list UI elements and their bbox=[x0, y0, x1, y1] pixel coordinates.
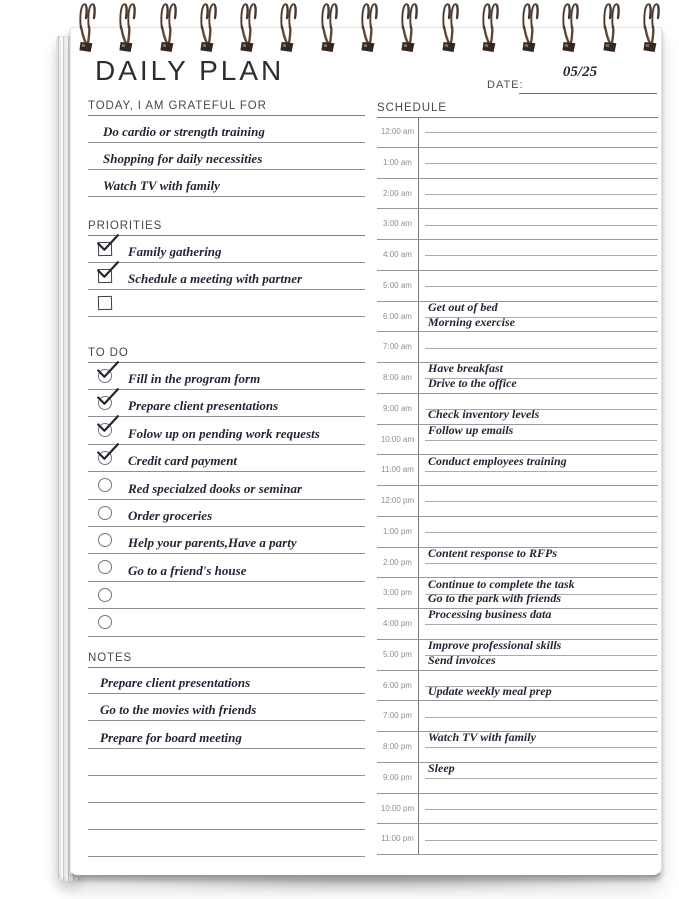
todo-item bbox=[88, 445, 365, 472]
item-text: Fill in the program form bbox=[128, 370, 261, 386]
section-header-grateful: TODAY, I AM GRATEFUL FOR bbox=[88, 100, 365, 116]
schedule-entry-top: Improve professional skills bbox=[428, 638, 562, 653]
section-header-priorities: PRIORITIES bbox=[88, 220, 365, 236]
schedule-mid-line bbox=[425, 532, 657, 533]
todo-item bbox=[88, 554, 365, 581]
schedule-mid-line bbox=[425, 225, 657, 226]
note-item bbox=[88, 803, 365, 830]
schedule-row bbox=[377, 545, 658, 579]
todo-item bbox=[88, 417, 365, 444]
todo-circle bbox=[98, 588, 112, 602]
item-text: Do cardio or strength training bbox=[103, 124, 265, 139]
schedule-entry-top: Follow up emails bbox=[428, 422, 514, 437]
schedule-row bbox=[377, 486, 658, 517]
todo-item bbox=[88, 363, 365, 390]
schedule-mid-line bbox=[425, 624, 657, 625]
schedule-row bbox=[377, 824, 658, 855]
date-label: DATE: bbox=[487, 79, 524, 91]
schedule-time-label: 12:00 pm bbox=[380, 496, 415, 505]
schedule-mid-line bbox=[425, 778, 657, 779]
schedule-entry-top: Have breakfast bbox=[428, 361, 503, 376]
schedule-time-label: 9:00 pm bbox=[383, 772, 412, 782]
schedule-time-label: 8:00 pm bbox=[383, 742, 412, 751]
schedule-time-label: 6:00 am bbox=[383, 311, 412, 321]
spiral-coil-icon bbox=[318, 1, 342, 55]
todo-item bbox=[88, 500, 365, 527]
schedule-mid-line bbox=[425, 717, 657, 718]
schedule-mid-line bbox=[425, 809, 657, 810]
schedule-mid-line bbox=[425, 255, 657, 256]
todo-circle bbox=[98, 560, 112, 574]
schedule-entry-bottom: Drive to the office bbox=[428, 376, 517, 391]
note-item bbox=[88, 749, 365, 776]
todo-item bbox=[88, 390, 365, 417]
grateful-item bbox=[88, 116, 365, 143]
priority-item bbox=[88, 290, 365, 317]
schedule-time-label: 5:00 am bbox=[383, 280, 412, 290]
todo-circle bbox=[98, 478, 112, 492]
item-text: Prepare client presentations bbox=[100, 675, 251, 691]
note-item bbox=[88, 694, 365, 721]
schedule-entry-bottom: Send invoices bbox=[428, 652, 496, 667]
item-text: Schedule a meeting with partner bbox=[128, 271, 303, 286]
schedule-mid-line bbox=[425, 840, 657, 841]
spiral-coil-icon bbox=[398, 1, 422, 55]
todo-circle bbox=[98, 533, 112, 547]
todo-item bbox=[88, 527, 365, 554]
schedule-mid-line bbox=[425, 563, 657, 564]
schedule-time-label: 7:00 am bbox=[383, 342, 412, 352]
spiral-coil-icon bbox=[519, 1, 543, 55]
schedule-mid-line bbox=[425, 747, 657, 748]
item-text: Red specialzed dooks or seminar bbox=[128, 480, 303, 496]
schedule-row bbox=[377, 271, 658, 302]
schedule-row bbox=[377, 455, 658, 486]
schedule-time-label: 7:00 pm bbox=[383, 711, 412, 721]
schedule-time-label: 8:00 am bbox=[383, 373, 412, 382]
schedule-row bbox=[377, 671, 658, 702]
schedule-mid-line bbox=[425, 286, 657, 287]
priority-item bbox=[88, 236, 365, 263]
todo-circle bbox=[98, 615, 112, 629]
spiral-coil-icon bbox=[277, 1, 301, 55]
todo-item bbox=[88, 472, 365, 499]
schedule-time-label: 9:00 am bbox=[383, 403, 412, 413]
schedule-row bbox=[377, 332, 658, 363]
schedule-entry-top: Watch TV with family bbox=[428, 730, 536, 745]
spiral-coil-icon bbox=[237, 1, 261, 55]
schedule-entry-top: Sleep bbox=[428, 761, 455, 776]
schedule-entry-bottom: Update weekly meal prep bbox=[428, 683, 552, 698]
spiral-coil-icon bbox=[358, 1, 382, 55]
spiral-coil-icon bbox=[640, 1, 664, 55]
note-item bbox=[88, 830, 365, 857]
schedule-time-label: 10:00 am bbox=[380, 434, 415, 444]
schedule-time-label: 5:00 pm bbox=[383, 649, 412, 659]
grateful-item bbox=[88, 170, 365, 197]
schedule-row bbox=[377, 578, 658, 609]
note-item bbox=[88, 667, 365, 694]
schedule-entry-top: Conduct employees training bbox=[428, 453, 567, 468]
grateful-item bbox=[88, 143, 365, 170]
schedule-entry-top: Continue to complete the task bbox=[428, 576, 575, 591]
schedule-row bbox=[377, 363, 658, 394]
item-text: Credit card payment bbox=[128, 453, 238, 469]
schedule-mid-line bbox=[425, 440, 657, 441]
schedule-mid-line bbox=[425, 348, 657, 349]
item-text: Watch TV with family bbox=[103, 178, 220, 193]
page-title: DAILY PLAN bbox=[95, 55, 285, 86]
spiral-coil-icon bbox=[76, 1, 100, 55]
schedule-entry-top: Get out of bed bbox=[428, 299, 498, 314]
schedule-row bbox=[377, 609, 658, 640]
schedule-row bbox=[377, 394, 658, 425]
schedule-row bbox=[377, 640, 658, 671]
spiral-coil-icon bbox=[197, 1, 221, 55]
schedule-entry-bottom: Go to the park with friends bbox=[428, 591, 562, 606]
item-text: Prepare for board meeting bbox=[100, 729, 242, 745]
schedule-time-label: 3:00 pm bbox=[383, 588, 412, 598]
schedule-mid-line bbox=[425, 132, 657, 133]
checkmark-icon bbox=[94, 413, 121, 435]
item-text: Go to a friend's house bbox=[128, 562, 247, 578]
item-text: Folow up on pending work requests bbox=[128, 425, 320, 441]
schedule-row bbox=[377, 299, 658, 333]
todo-circle bbox=[98, 506, 112, 520]
schedule-mid-line bbox=[425, 194, 657, 195]
section-header-schedule: SCHEDULE bbox=[377, 102, 658, 118]
date-rule-line bbox=[519, 93, 657, 94]
todo-item bbox=[88, 582, 365, 609]
schedule-time-label: 2:00 am bbox=[383, 188, 412, 198]
schedule-time-label: 1:00 pm bbox=[383, 526, 412, 536]
checkmark-icon bbox=[94, 232, 121, 254]
spiral-coil-icon bbox=[600, 1, 624, 55]
spiral-coil-icon bbox=[157, 1, 181, 55]
schedule-time-label: 6:00 pm bbox=[383, 680, 412, 690]
item-text: Prepare client presentations bbox=[128, 398, 279, 414]
schedule-row bbox=[377, 763, 658, 794]
note-item bbox=[88, 776, 365, 803]
schedule-row bbox=[377, 732, 658, 763]
checkbox bbox=[98, 296, 112, 310]
schedule-row bbox=[377, 117, 658, 148]
item-text: Shopping for daily necessities bbox=[103, 151, 263, 166]
schedule-row bbox=[377, 179, 658, 210]
schedule-time-label: 10:00 pm bbox=[380, 803, 415, 813]
schedule-entry-bottom: Check inventory levels bbox=[428, 406, 540, 421]
spiral-coil-icon bbox=[559, 1, 583, 55]
schedule-mid-line bbox=[425, 163, 657, 164]
priority-item bbox=[88, 263, 365, 290]
schedule-time-label: 11:00 am bbox=[381, 465, 414, 475]
schedule-row bbox=[377, 701, 658, 732]
spiral-coil-icon bbox=[479, 1, 503, 55]
spiral-coil-icon bbox=[439, 1, 463, 55]
section-header-todo: TO DO bbox=[88, 347, 365, 363]
item-text: Go to the movies with friends bbox=[100, 702, 257, 718]
schedule-row bbox=[377, 240, 658, 271]
schedule-time-label: 12:00 am bbox=[380, 127, 415, 136]
schedule-time-label: 3:00 am bbox=[383, 219, 412, 229]
schedule-entry-bottom: Morning exercise bbox=[428, 314, 515, 329]
schedule-time-label: 2:00 pm bbox=[383, 557, 412, 567]
item-text: Family gathering bbox=[128, 244, 222, 259]
schedule-time-label: 4:00 am bbox=[383, 250, 412, 259]
schedule-row bbox=[377, 148, 658, 179]
schedule-row bbox=[377, 209, 658, 240]
schedule-entry-top: Processing business data bbox=[428, 607, 552, 622]
schedule-row bbox=[377, 422, 658, 456]
schedule-time-label: 11:00 pm bbox=[381, 834, 414, 844]
section-header-notes: NOTES bbox=[88, 652, 365, 668]
checkmark-icon bbox=[94, 359, 121, 381]
schedule-time-label: 4:00 pm bbox=[383, 619, 412, 628]
spiral-binding bbox=[76, 1, 664, 55]
schedule-mid-line bbox=[425, 501, 657, 502]
checkmark-icon bbox=[94, 386, 121, 408]
schedule-row bbox=[377, 517, 658, 548]
schedule-row bbox=[377, 794, 658, 825]
checkmark-icon bbox=[94, 259, 121, 281]
schedule-mid-line bbox=[425, 471, 657, 472]
checkmark-icon bbox=[94, 441, 121, 463]
date-value: 05/25 bbox=[562, 64, 598, 80]
schedule-entry-top: Content response to RFPs bbox=[428, 545, 558, 560]
item-text: Order groceries bbox=[128, 507, 213, 523]
spiral-coil-icon bbox=[116, 1, 140, 55]
item-text: Help your parents,Have a party bbox=[128, 535, 297, 551]
todo-item bbox=[88, 609, 365, 636]
drop-shadow bbox=[80, 878, 650, 894]
schedule-time-label: 1:00 am bbox=[383, 157, 412, 167]
note-item bbox=[88, 721, 365, 748]
